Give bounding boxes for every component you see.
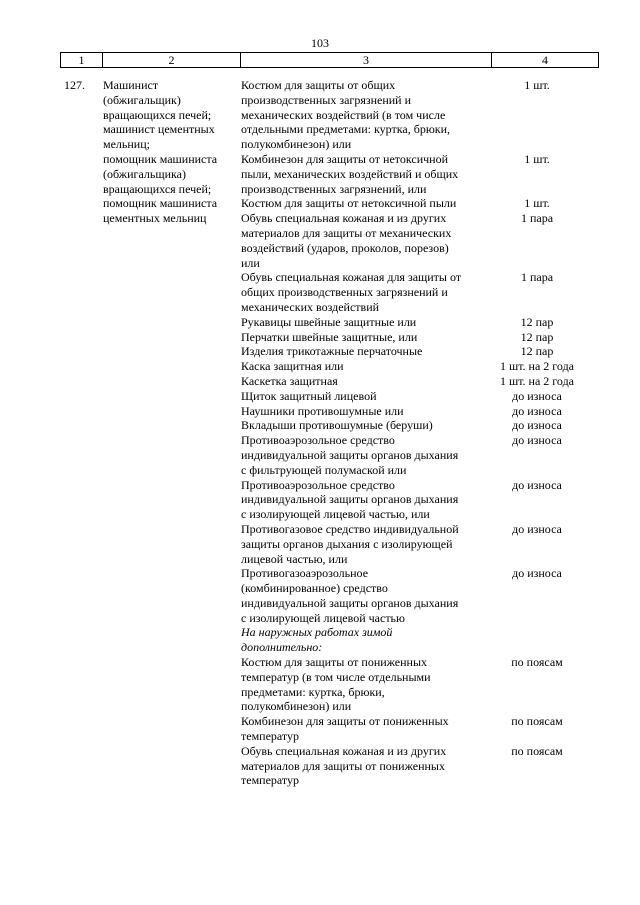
item-row — [241, 374, 591, 389]
item-quantity: 1 шт. — [524, 151, 550, 166]
item-quantity: до износа — [512, 388, 562, 403]
item-row — [241, 404, 591, 419]
item-name — [241, 78, 483, 152]
item-quantity: до износа — [512, 418, 562, 433]
item-name-line: защиты органов дыхания с изолирующей — [241, 536, 453, 551]
item-row — [241, 211, 591, 270]
item-name-line: Обувь специальная кожаная и из других — [241, 211, 447, 226]
item-name-line: пыли, механических воздействий и общих — [241, 166, 459, 181]
page-number: 103 — [311, 36, 329, 50]
item-name — [241, 566, 483, 625]
item-name-line: производственных загрязнений и — [241, 92, 412, 107]
items-list — [241, 78, 591, 788]
item-name — [241, 433, 483, 477]
item-row — [241, 478, 591, 522]
profession-line: мельниц; — [103, 137, 150, 152]
item-name — [241, 404, 483, 419]
item-row — [241, 625, 591, 655]
item-name — [241, 744, 483, 788]
item-name-line: производственных загрязнений, или — [241, 181, 427, 196]
column-header-2: 2 — [103, 53, 241, 68]
profession-cell — [103, 78, 243, 226]
item-quantity: до износа — [512, 521, 562, 536]
item-name-line: с изолирующей лицевой частью, или — [241, 507, 430, 522]
item-name-line: температур (в том числе отдельными — [241, 669, 431, 684]
item-name-line: Обувь специальная кожаная и из других — [241, 743, 447, 758]
item-quantity: 1 шт. на 2 года — [499, 373, 575, 388]
item-quantity: 1 шт. — [524, 196, 550, 211]
item-name-line: отдельными предметами: куртка, брюки, — [241, 122, 451, 137]
item-quantity: до износа — [512, 403, 562, 418]
profession-line: вращающихся печей; — [103, 181, 212, 196]
item-name-line: температур — [241, 773, 300, 788]
item-name — [241, 625, 483, 655]
item-name-line: или — [241, 255, 260, 270]
item-name — [241, 330, 483, 345]
item-name-line: с фильтрующей полумаской или — [241, 462, 407, 477]
profession-line: (обжигальщика) — [103, 166, 186, 181]
item-name-line: Рукавицы швейные защитные или — [241, 314, 417, 329]
item-quantity: 12 пар — [520, 329, 554, 344]
item-row — [241, 714, 591, 744]
item-name-line: Костюм для защиты от нетоксичной пыли — [241, 196, 457, 211]
item-name-line: механических воздействий — [241, 299, 380, 314]
item-row — [241, 152, 591, 196]
item-name-line: Противоаэрозольное средство — [241, 433, 395, 448]
column-header-3: 3 — [241, 53, 492, 68]
item-name — [241, 478, 483, 522]
item-name-line: лицевой частью, или — [241, 551, 348, 566]
item-name-line: Изделия трикотажные перчаточные — [241, 344, 423, 359]
item-name-line: полукомбинезон) или — [241, 137, 352, 152]
item-name-line: Противогазовое средство индивидуальной — [241, 521, 459, 536]
profession-line: вращающихся печей; — [103, 107, 212, 122]
item-quantity: 1 пара — [520, 211, 554, 226]
item-quantity: до износа — [512, 433, 562, 448]
profession-line: машинист цементных — [103, 122, 215, 137]
item-name-line: (комбинированное) средство — [241, 581, 388, 596]
profession-line: помощник машиниста — [103, 151, 218, 166]
item-quantity: по поясам — [511, 743, 563, 758]
item-name-line: Наушники противошумные или — [241, 403, 404, 418]
item-name-line: Каска защитная или — [241, 359, 344, 374]
item-quantity: до износа — [512, 477, 562, 492]
item-row — [241, 359, 591, 374]
item-quantity — [483, 625, 591, 655]
item-name-line: На наружных работах зимой — [241, 625, 393, 640]
item-name-line: материалов для защиты от пониженных — [241, 758, 445, 773]
item-row — [241, 744, 591, 788]
item-quantity: 12 пар — [520, 314, 554, 329]
item-name — [241, 359, 483, 374]
column-header-1: 1 — [61, 53, 103, 68]
item-name-line: Противогазоаэрозольное — [241, 566, 369, 581]
item-row — [241, 78, 591, 152]
item-name-line: с изолирующей лицевой частью — [241, 610, 405, 625]
item-name-line: Комбинезон для защиты от нетоксичной — [241, 151, 449, 166]
item-name-line: механических воздействий (в том числе — [241, 107, 446, 122]
item-name — [241, 344, 483, 359]
item-name-line: Вкладыши противошумные (беруши) — [241, 418, 433, 433]
item-row — [241, 344, 591, 359]
item-row — [241, 315, 591, 330]
item-quantity: до износа — [512, 566, 562, 581]
item-row — [241, 389, 591, 404]
item-name-line: индивидуальной защиты органов дыхания — [241, 447, 459, 462]
item-name — [241, 315, 483, 330]
column-header-table — [60, 52, 599, 68]
item-row — [241, 330, 591, 345]
item-quantity: 1 пара — [520, 270, 554, 285]
item-row — [241, 522, 591, 566]
item-name — [241, 522, 483, 566]
item-name-line: Обувь специальная кожаная для защиты от — [241, 270, 462, 285]
item-name — [241, 714, 483, 744]
profession-line: (обжигальщик) — [103, 92, 181, 107]
profession-line: цементных мельниц — [103, 211, 207, 226]
item-row — [241, 196, 591, 211]
item-name — [241, 389, 483, 404]
item-name — [241, 211, 483, 270]
item-name-line: дополнительно: — [241, 640, 323, 655]
item-quantity: по поясам — [511, 714, 563, 729]
item-name-line: воздействий (ударов, проколов, порезов) — [241, 240, 449, 255]
item-name-line: Щиток защитный лицевой — [241, 388, 377, 403]
profession-line: помощник машиниста — [103, 196, 218, 211]
item-name-line: Перчатки швейные защитные, или — [241, 329, 418, 344]
item-name — [241, 270, 483, 314]
item-name — [241, 152, 483, 196]
column-header-4: 4 — [492, 53, 599, 68]
item-name-line: общих производственных загрязнений и — [241, 285, 448, 300]
item-quantity: 1 шт. — [524, 78, 550, 92]
item-name-line: Противоаэрозольное средство — [241, 477, 395, 492]
item-name — [241, 196, 483, 211]
item-name — [241, 418, 483, 433]
item-name — [241, 374, 483, 389]
item-quantity: 1 шт. на 2 года — [499, 359, 575, 374]
item-row — [241, 566, 591, 625]
entry-number: 127. — [64, 78, 85, 92]
item-name-line: температур — [241, 729, 300, 744]
item-name-line: Костюм для защиты от общих — [241, 78, 396, 92]
item-row — [241, 433, 591, 477]
item-name-line: индивидуальной защиты органов дыхания — [241, 595, 459, 610]
item-row — [241, 418, 591, 433]
item-quantity: по поясам — [511, 655, 563, 670]
item-quantity: 12 пар — [520, 344, 554, 359]
item-name-line: Костюм для защиты от пониженных — [241, 655, 428, 670]
item-name-line: Каскетка защитная — [241, 373, 338, 388]
item-row — [241, 270, 591, 314]
profession-line: Машинист — [103, 78, 159, 92]
item-row — [241, 655, 591, 714]
item-name-line: полукомбинезон) или — [241, 699, 352, 714]
item-name — [241, 655, 483, 714]
item-name-line: предметами: куртка, брюки, — [241, 684, 385, 699]
column-header-row — [61, 53, 599, 68]
item-name-line: индивидуальной защиты органов дыхания — [241, 492, 459, 507]
item-name-line: Комбинезон для защиты от пониженных — [241, 714, 449, 729]
item-name-line: материалов для защиты от механических — [241, 225, 452, 240]
